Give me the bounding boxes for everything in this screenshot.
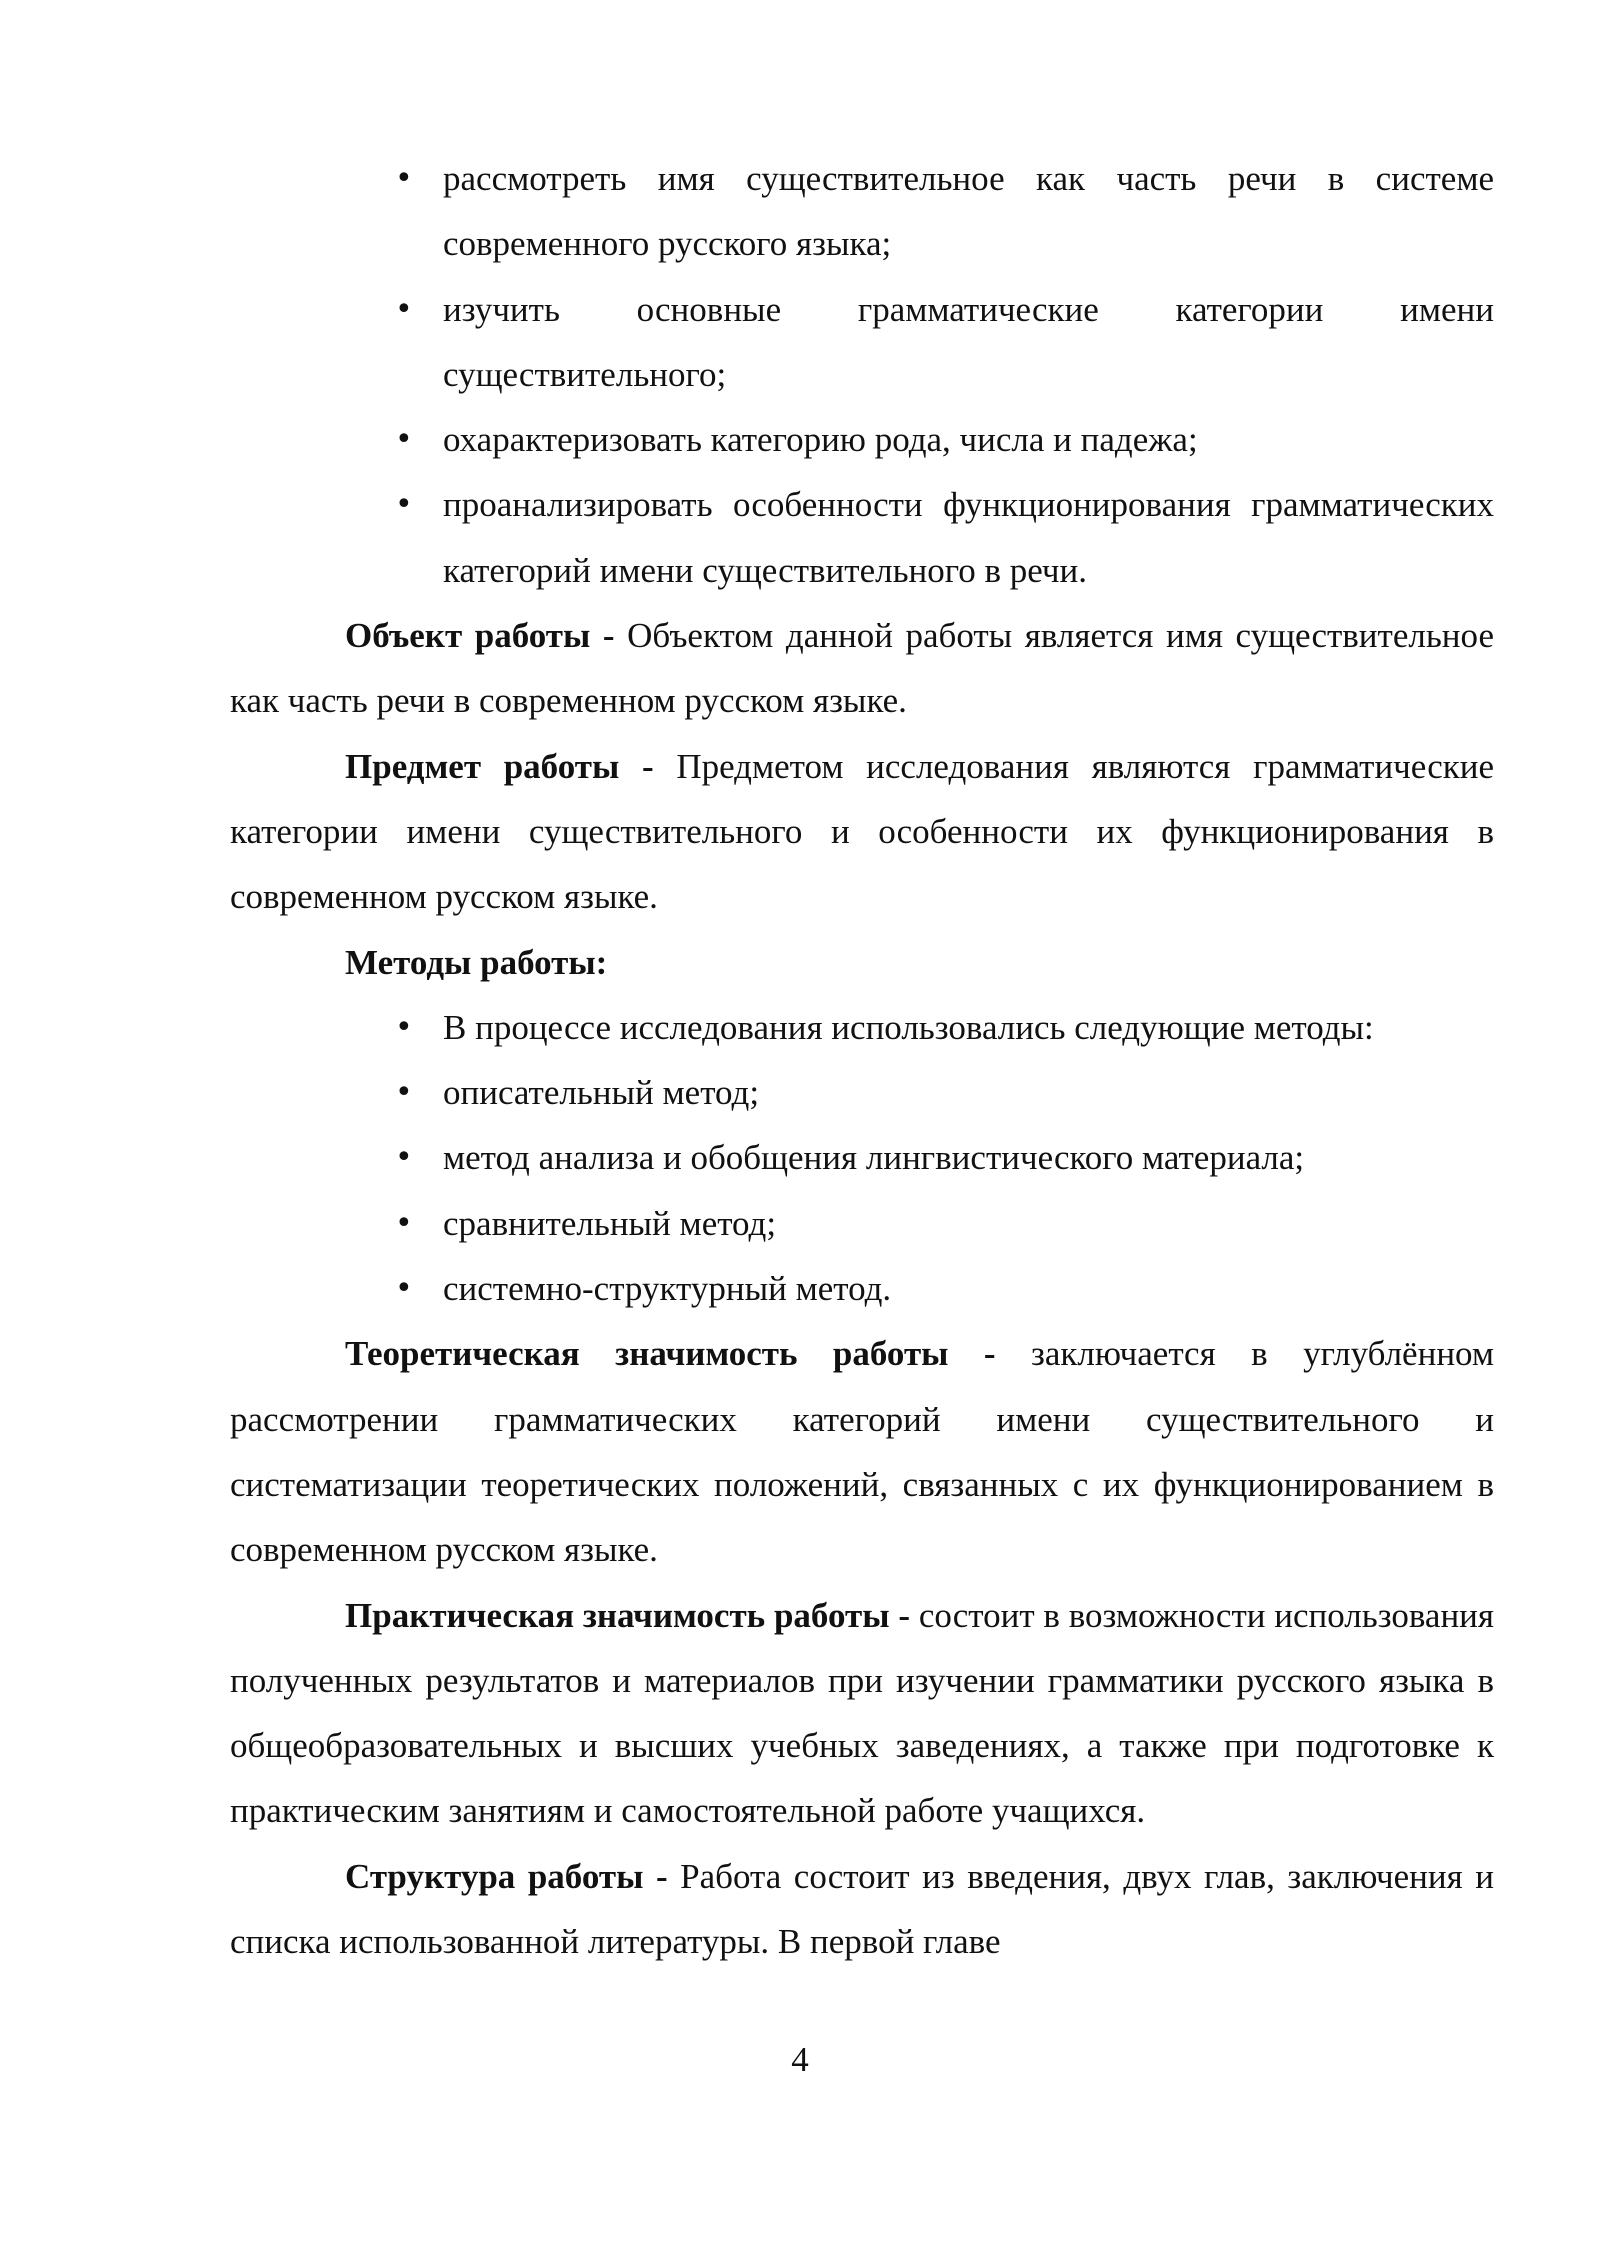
list-item-text: охарактеризовать категорию рода, числа и падежа; (443, 420, 1198, 460)
list-item (395, 1060, 1494, 1125)
theoretical-paragraph (230, 1321, 1494, 1582)
list-item (395, 1191, 1494, 1256)
bullet-icon: • (395, 161, 413, 196)
list-item (395, 995, 1494, 1060)
subject-label: Предмет работы (345, 746, 620, 786)
list-item (395, 146, 1494, 277)
object-dash: - (602, 616, 615, 656)
structure-paragraph (230, 1844, 1494, 1975)
theoretical-text: заключается в углублённом рассмотрении грамматических категорий имени существительного и систематизации теоретических положений, связанных с их функционированием в современном русском языке. (230, 1334, 1495, 1570)
methods-list (230, 995, 1494, 1321)
list-item-text: рассмотреть имя существительное как часть речи в системе современного русского языка; (443, 159, 1494, 264)
practical-dash: - (898, 1595, 910, 1635)
bullet-icon: • (395, 1009, 413, 1045)
bullet-icon: • (395, 1271, 413, 1307)
bullet-icon: • (395, 1205, 413, 1241)
list-item-text: В процессе исследования использовались следующие методы: (443, 1007, 1374, 1047)
practical-paragraph (230, 1583, 1494, 1844)
practical-text: состоит в возможности использования полученных результатов и материалов при изучении грамматики русского языка в общеобразовательных и высших учебных заведениях, а также при подготовке к практическим занятиям и самостоятельной работе учащихся. (230, 1595, 1495, 1831)
bullet-icon: • (395, 422, 413, 458)
list-item (395, 472, 1494, 603)
list-item (395, 407, 1494, 472)
methods-label: Методы работы: (345, 942, 608, 982)
goals-list (230, 146, 1494, 603)
bullet-icon: • (395, 1140, 413, 1176)
bullet-icon: • (395, 487, 413, 523)
list-item (395, 1256, 1494, 1321)
structure-text: Работа состоит из введения, двух глав, заключения и списка использованной литературы. В первой главе (230, 1856, 1495, 1962)
list-item-text: описательный метод; (443, 1073, 760, 1113)
structure-label: Структура работы (345, 1856, 644, 1896)
subject-dash: - (641, 746, 654, 786)
list-item (395, 277, 1494, 408)
practical-label: Практическая значимость работы (345, 1595, 890, 1635)
subject-paragraph (230, 734, 1494, 930)
subject-text: Предметом исследования являются грамматические категории имени существительного и особенности их функционирования в современном русском языке. (230, 746, 1494, 917)
list-item-text: системно-структурный метод. (443, 1269, 892, 1309)
theoretical-dash: - (983, 1334, 996, 1374)
document-page (230, 146, 1494, 1974)
methods-heading (230, 930, 1494, 995)
list-item-text: изучить основные грамматические категории имени существительного; (443, 289, 1494, 394)
bullet-icon: • (395, 291, 413, 327)
page-number: 4 (791, 2040, 809, 2079)
list-item (395, 1125, 1494, 1190)
list-item-text: сравнительный метод; (443, 1203, 777, 1243)
object-paragraph (230, 603, 1494, 734)
theoretical-label: Теоретическая значимость работы (345, 1334, 949, 1374)
list-item-text: метод анализа и обобщения лингвистического материала; (443, 1138, 1305, 1178)
object-text: Объектом данной работы является имя существительное как часть речи в современном русском языке. (230, 616, 1494, 721)
list-item-text: проанализировать особенности функционирования грамматических категорий имени существительного в речи. (443, 485, 1494, 590)
object-label: Объект работы (345, 616, 591, 656)
bullet-icon: • (395, 1075, 413, 1111)
structure-dash: - (655, 1856, 668, 1896)
